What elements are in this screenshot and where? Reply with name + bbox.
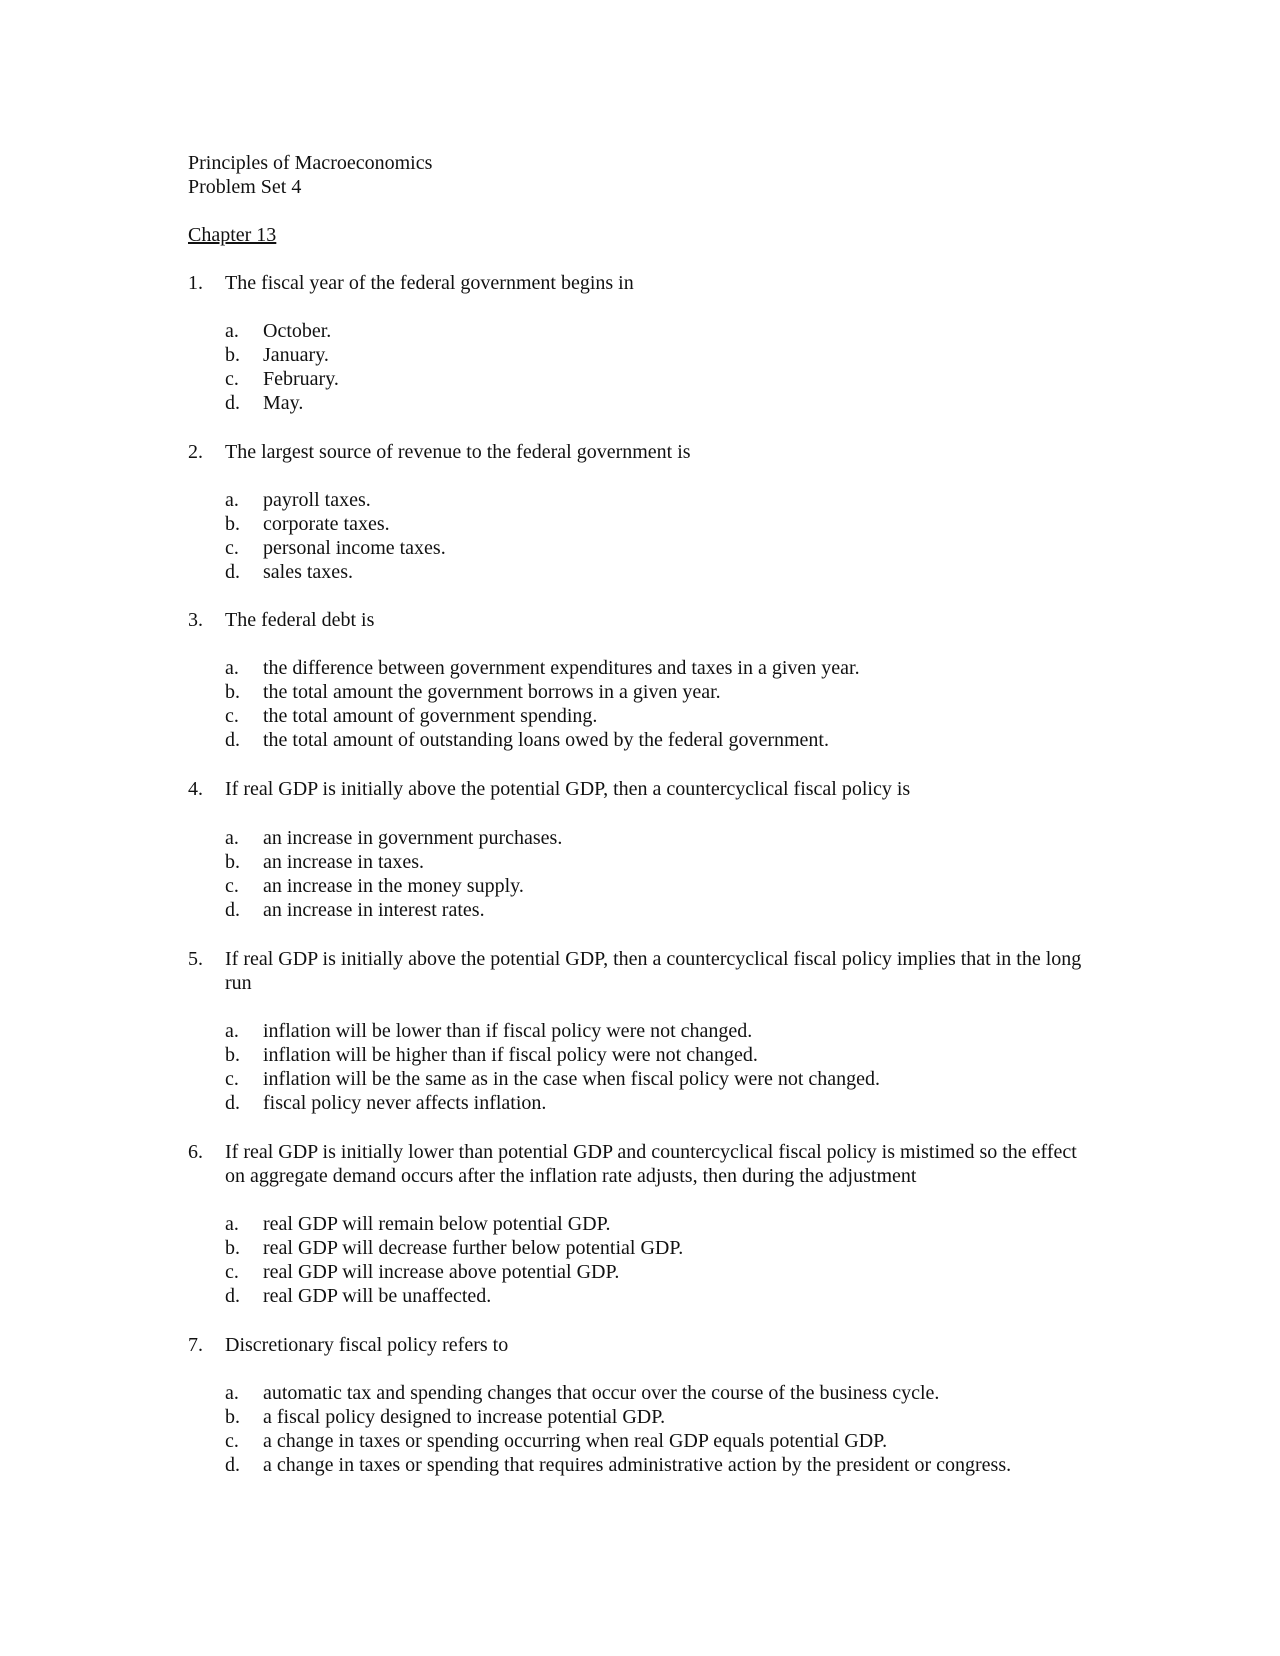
option-letter: a. [225, 1382, 239, 1404]
option-letter: a. [225, 489, 239, 511]
option-letter: d. [225, 729, 240, 751]
option-letter: b. [225, 851, 240, 873]
option-letter: a. [225, 1213, 239, 1235]
option-text: real GDP will remain below potential GDP. [263, 1213, 611, 1235]
option-letter: b. [225, 1044, 240, 1066]
option-letter: b. [225, 513, 240, 535]
option-letter: c. [225, 705, 239, 727]
option-text: fiscal policy never affects inflation. [263, 1092, 547, 1114]
question-number: 6. [188, 1141, 203, 1163]
option-text: payroll taxes. [263, 489, 371, 511]
option-letter: a. [225, 657, 239, 679]
option-letter: a. [225, 1020, 239, 1042]
option-text: inflation will be the same as in the case when fiscal policy were not changed. [263, 1068, 881, 1090]
option-letter: c. [225, 1430, 239, 1452]
option-text: the total amount of outstanding loans owed by the federal government. [263, 729, 829, 751]
option-text: a change in taxes or spending that requires administrative action by the president or congress. [263, 1454, 1012, 1476]
question-number: 3. [188, 609, 203, 631]
option-letter: c. [225, 537, 239, 559]
option-text: inflation will be higher than if fiscal policy were not changed. [263, 1044, 758, 1066]
option-letter: c. [225, 875, 239, 897]
option-letter: d. [225, 392, 240, 414]
option-letter: d. [225, 1285, 240, 1307]
option-letter: b. [225, 344, 240, 366]
course-title: Principles of Macroeconomics [188, 152, 433, 174]
option-letter: b. [225, 1237, 240, 1259]
option-letter: d. [225, 1092, 240, 1114]
problem-set-title: Problem Set 4 [188, 176, 302, 198]
question-text: If real GDP is initially above the potential GDP, then a countercyclical fiscal policy implies that in the long run [225, 948, 1082, 994]
option-letter: a. [225, 827, 239, 849]
option-text: sales taxes. [263, 561, 353, 583]
option-text: February. [263, 368, 339, 390]
option-letter: c. [225, 1261, 239, 1283]
option-letter: d. [225, 561, 240, 583]
option-text: October. [263, 320, 332, 342]
option-text: the total amount the government borrows in a given year. [263, 681, 721, 703]
option-text: a fiscal policy designed to increase potential GDP. [263, 1406, 666, 1428]
option-text: real GDP will be unaffected. [263, 1285, 492, 1307]
option-text: corporate taxes. [263, 513, 390, 535]
option-text: the total amount of government spending. [263, 705, 598, 727]
option-text: inflation will be lower than if fiscal policy were not changed. [263, 1020, 753, 1042]
question-text: If real GDP is initially lower than potential GDP and countercyclical fiscal policy is mistimed so the effect on aggregate demand occurs after the inflation rate adjusts, then during the adjustment [225, 1141, 1077, 1187]
option-letter: d. [225, 899, 240, 921]
option-letter: c. [225, 1068, 239, 1090]
question-number: 1. [188, 272, 203, 294]
question-text: If real GDP is initially above the potential GDP, then a countercyclical fiscal policy is [225, 778, 911, 800]
option-text: real GDP will decrease further below potential GDP. [263, 1237, 684, 1259]
question-text: Discretionary fiscal policy refers to [225, 1334, 509, 1356]
option-text: automatic tax and spending changes that occur over the course of the business cycle. [263, 1382, 940, 1404]
option-letter: a. [225, 320, 239, 342]
option-text: a change in taxes or spending occurring when real GDP equals potential GDP. [263, 1430, 888, 1452]
question-number: 5. [188, 948, 203, 970]
option-text: May. [263, 392, 304, 414]
question-text: The fiscal year of the federal government begins in [225, 272, 634, 294]
option-letter: b. [225, 681, 240, 703]
option-text: real GDP will increase above potential GDP. [263, 1261, 620, 1283]
option-text: January. [263, 344, 329, 366]
question-number: 7. [188, 1334, 203, 1356]
option-letter: c. [225, 368, 239, 390]
question-number: 4. [188, 778, 203, 800]
option-text: personal income taxes. [263, 537, 446, 559]
question-text: The federal debt is [225, 609, 375, 631]
option-text: an increase in interest rates. [263, 899, 485, 921]
option-text: the difference between government expenditures and taxes in a given year. [263, 657, 860, 679]
question-number: 2. [188, 441, 203, 463]
question-text: The largest source of revenue to the federal government is [225, 441, 691, 463]
option-text: an increase in the money supply. [263, 875, 524, 897]
option-letter: d. [225, 1454, 240, 1476]
chapter-heading: Chapter 13 [188, 224, 277, 246]
option-letter: b. [225, 1406, 240, 1428]
option-text: an increase in government purchases. [263, 827, 563, 849]
option-text: an increase in taxes. [263, 851, 425, 873]
